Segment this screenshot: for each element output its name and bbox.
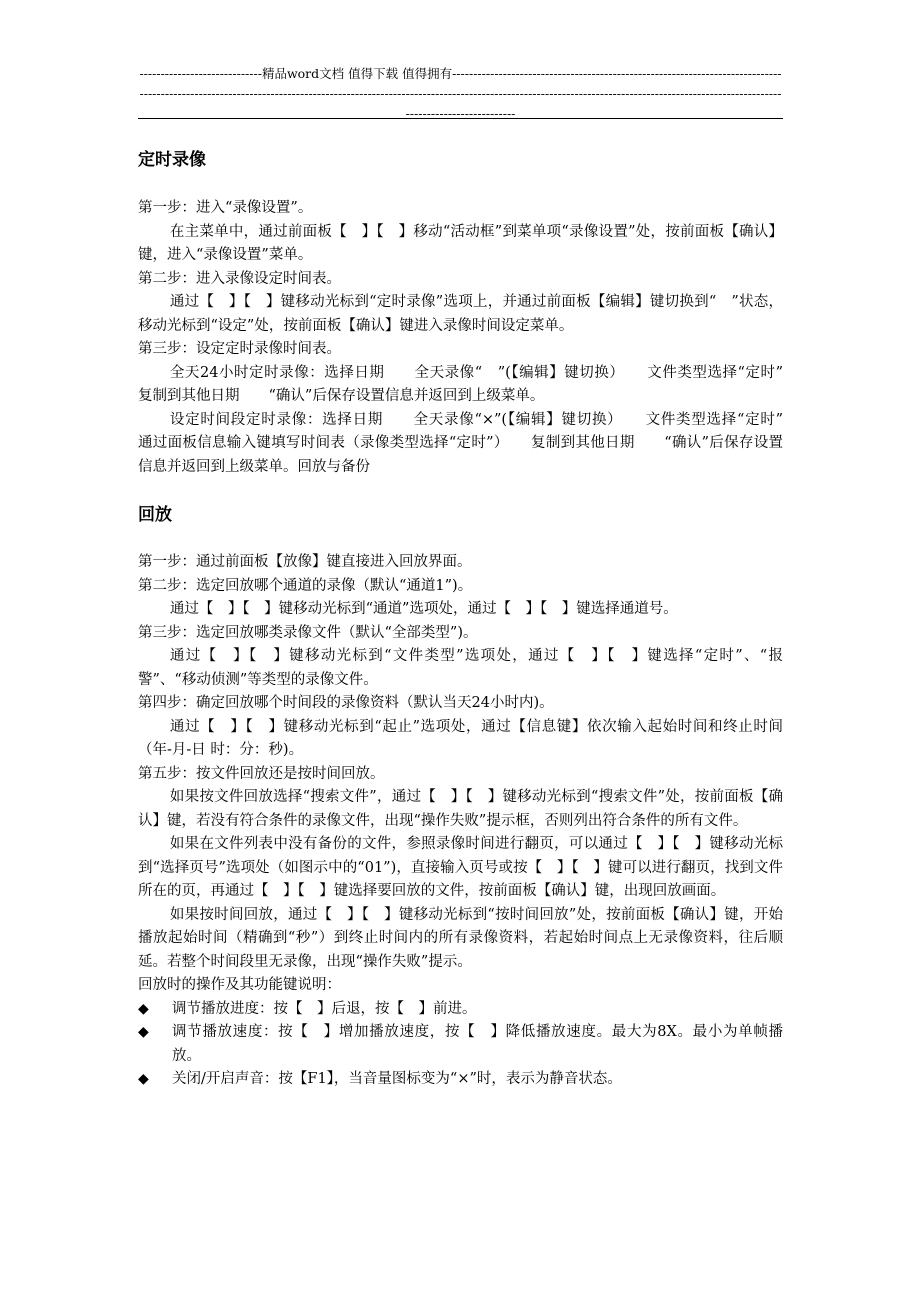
bullet-text: 调节播放速度：按【 】增加播放速度，按【 】降低播放速度。最大为8X。最小为单帧播放。 <box>172 1024 783 1064</box>
diamond-bullet-icon: ◆ <box>138 1000 149 1017</box>
section1-paragraphs <box>138 197 812 479</box>
page-header <box>138 64 783 124</box>
paragraph: 全天24小时定时录像：选择日期 全天录像“ ”(【编辑】键切换） 文件类型选择“定时” 复制到其他日期 “确认”后保存设置信息并返回到上级菜单。 <box>138 364 812 404</box>
paragraph: 回放时的操作及其功能键说明： <box>138 977 341 993</box>
paragraph: 在主菜单中，通过前面板【 】【 】移动“活动框”到菜单项“录像设置”处，按前面板【确认】键，进入“录像设置”菜单。 <box>138 223 783 263</box>
section2-paragraphs <box>138 551 783 998</box>
bullet-text: 关闭/开启声音：按【F1】，当音量图标变为“×”时，表示为静音状态。 <box>172 1071 622 1087</box>
header-text: -----------------------------精品word文档 值得下载 值得拥有---------------------------------------------------------------------------------------------------------------------------------------------------------------------------------------------------------------------------------------------------------------- <box>139 66 782 121</box>
diamond-bullet-icon: ◆ <box>138 1071 149 1087</box>
header-rule <box>138 118 783 119</box>
bullet-item <box>138 998 783 1022</box>
bullet-item <box>138 1021 783 1068</box>
paragraph: 第五步：按文件回放还是按时间回放。 <box>138 765 385 782</box>
section-title-playback: 回放 <box>138 505 172 525</box>
paragraph: 如果在文件列表中没有备份的文件，参照录像时间进行翻页，可以通过【 】【 】键移动光标到“选择页号”选项处（如图示中的“01”)，直接输入页号或按【 】【 】键可以进行翻页，找到文件所在的页，再通过【 】【 】键选择要回放的文件，按前面板【确认】键，出现回放画面。 <box>138 836 783 899</box>
document-body <box>138 146 812 1092</box>
section-title-scheduled-recording: 定时录像 <box>138 150 206 170</box>
paragraph: 第二步：选定回放哪个通道的录像（默认“通道1”)。 <box>138 577 473 594</box>
paragraph: 通过【 】【 】键移动光标到“通道”选项处，通过【 】【 】键选择通道号。 <box>169 601 678 617</box>
paragraph: 通过【 】【 】键移动光标到“起止”选项处，通过【信息键】依次输入起始时间和终止时间（年-月-日 时：分：秒)。 <box>138 718 783 758</box>
paragraph: 第一步：进入“录像设置”。 <box>138 200 313 216</box>
paragraph: 通过【 】【 】键移动光标到“文件类型”选项处，通过【 】【 】键选择“定时”、“报警”、“移动侦测”等类型的录像文件。 <box>138 648 783 688</box>
paragraph: 如果按文件回放选择“搜索文件”，通过【 】【 】键移动光标到“搜索文件”处，按前面板【确认】键，若没有符合条件的录像文件，出现“操作失败”提示框，否则列出符合条件的所有文件。 <box>138 789 783 829</box>
paragraph: 如果按时间回放，通过【 】【 】键移动光标到“按时间回放”处，按前面板【确认】键，开始播放起始时间（精确到“秒”）到终止时间内的所有录像资料，若起始时间点上无录像资料，往后顺延。若整个时间段里无录像，出现“操作失败”提示。 <box>138 906 783 970</box>
bullet-text: 调节播放进度：按【 】后退，按【 】前进。 <box>172 1000 477 1017</box>
function-key-list <box>138 998 783 1092</box>
diamond-bullet-icon: ◆ <box>138 1024 149 1040</box>
paragraph: 第二步：进入录像设定时间表。 <box>138 270 341 287</box>
paragraph: 第四步：确定回放哪个时间段的录像资料（默认当天24小时内)。 <box>138 695 554 711</box>
paragraph: 第一步：通过前面板【放像】键直接进入回放界面。 <box>138 554 472 570</box>
paragraph: 第三步：选定回放哪类录像文件（默认“全部类型”)。 <box>138 624 478 641</box>
paragraph: 设定时间段定时录像：选择日期 全天录像“×”(【编辑】键切换） 文件类型选择“定时” 通过面板信息输入键填写时间表（录像类型选择“定时”） 复制到其他日期 “确认”后保存设置信息并返回到上级菜单。回放与备份 <box>138 411 812 475</box>
paragraph: 第三步：设定定时录像时间表。 <box>138 341 341 357</box>
bullet-item <box>138 1068 783 1092</box>
paragraph: 通过【 】【 】键移动光标到“定时录像”选项上，并通过前面板【编辑】键切换到“ ”状态，移动光标到“设定”处，按前面板【确认】键进入录像时间设定菜单。 <box>138 294 783 334</box>
